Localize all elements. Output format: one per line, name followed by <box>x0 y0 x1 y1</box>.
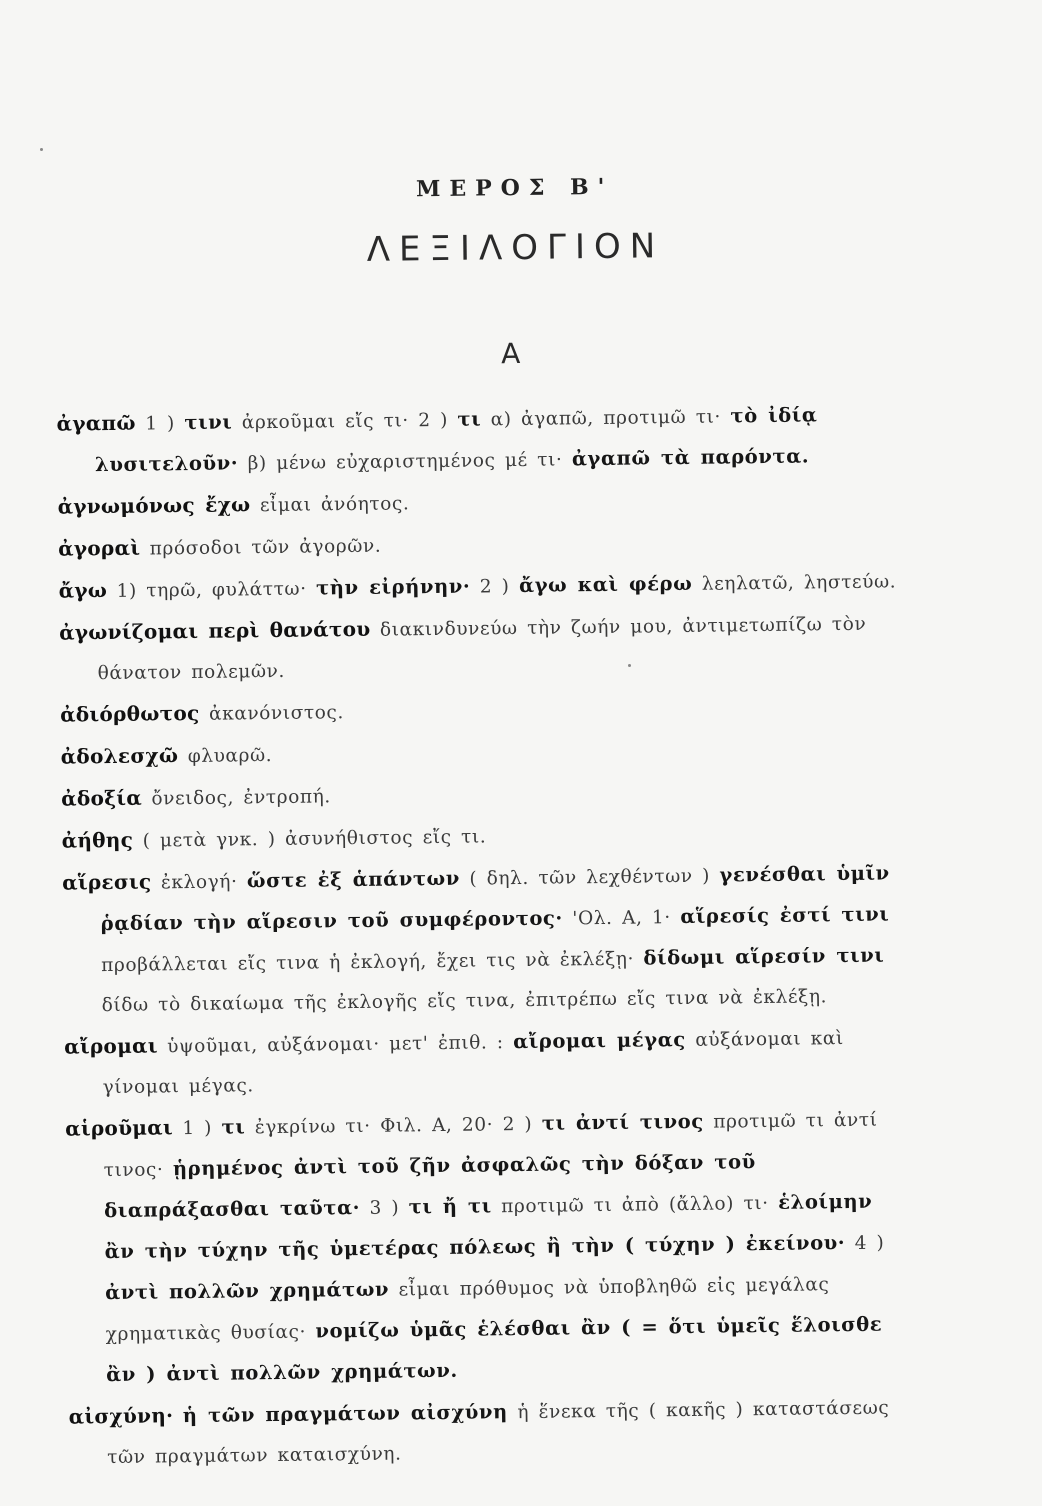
entry-phrase: τὴν εἰρήνην· <box>315 574 471 600</box>
entry-phrase: ἡ τῶν πραγμάτων αἰσχύνη <box>182 1400 509 1428</box>
entry-definition: εἶμαι πρόθυμος νὰ ὑποβληθῶ εἰς μεγάλας χρηματικὰς θυσίας· <box>105 1274 830 1346</box>
entry-definition: 1 ) <box>172 1117 222 1140</box>
entry-lemma: αἴρομαι <box>64 1033 158 1059</box>
entry-lemma: ἀδοξία <box>61 785 143 811</box>
entry-lemma: ἀδιόρθωτος <box>59 700 200 727</box>
letter-heading: Α <box>500 336 521 371</box>
entry-definition: ἡ ἕνεκα τῆς ( κακῆς ) καταστάσεως τῶν πραγμάτων καταισχύνη. <box>107 1397 890 1469</box>
entry-definition: πρόσοδοι τῶν ἀγορῶν. <box>140 535 382 560</box>
entry-lemma: αἰσχύνη· <box>68 1403 174 1429</box>
entry-phrase: νομίζω ὑμᾶς ἑλέσθαι ἂν ( = ὅτι ὑμεῖς ἕλοισθε ἂν ) ἀντὶ πολλῶν χρημάτων. <box>106 1312 883 1387</box>
entry-definition: αὐξάνομαι καὶ γίνομαι μέγας. <box>102 1028 844 1099</box>
entry-phrase: δίδωμι αἵρεσίν τινι <box>643 943 885 970</box>
glossary-entry-agapo <box>56 393 897 486</box>
glossary-entry-aischyne <box>68 1386 909 1478</box>
entry-lemma: αἵρεσις <box>62 869 152 895</box>
entry-definition: 1) τηρῶ, φυλάττω· <box>107 578 317 603</box>
entry-definition: β) μένω εὐχαριστημένος μέ τι· <box>238 449 573 475</box>
entry-definition: λεηλατῶ, ληστεύω. <box>692 571 897 595</box>
entry-phrase: τι <box>221 1115 246 1139</box>
entry-phrase: γενέσθαι ὑμῖν ῥᾳδίαν τὴν αἵρεσιν τοῦ συμφέροντος· <box>100 861 890 936</box>
entry-definition: προβάλλεται εἴς τινα ἡ ἐκλογή, ἔχει τις νὰ ἐκλέξῃ· <box>101 948 644 977</box>
glossary-entry-agonizomai <box>59 602 900 694</box>
entry-phrase: τι ἤ τι <box>408 1194 492 1219</box>
entry-definition: προτιμῶ τι ἀπὸ (ἄλλο) τι· <box>491 1192 779 1218</box>
glossary-entry-airomai <box>64 1016 905 1108</box>
entry-definition: φλυαρῶ. <box>178 745 273 768</box>
entry-phrase: τι ἀντί τινος <box>541 1109 704 1135</box>
entry-definition: α) ἀγαπῶ, προτιμῶ τι· <box>481 406 731 431</box>
entry-definition: ἀρκοῦμαι εἴς τι· 2 ) <box>232 409 458 434</box>
entry-definition: ἀκανόνιστος. <box>199 702 345 725</box>
entry-lemma: αἱροῦμαι <box>65 1115 174 1141</box>
entry-definition <box>173 1406 183 1427</box>
entry-definition: δίδω τὸ δικαίωμα τῆς ἐκλογῆς εἴς τινα, ἐπιτρέπω εἴς τινα νὰ ἐκλέξῃ. <box>101 986 828 1017</box>
entry-phrase: τὸ ἰδίᾳ λυσιτελοῦν· <box>94 403 818 477</box>
entry-definition: 4 ) <box>845 1232 885 1255</box>
entry-definition: 'Ολ. Α, 1· <box>562 907 681 930</box>
scan-speck <box>628 664 631 667</box>
entry-definition: ( δηλ. τῶν λεχθέντων ) <box>459 865 720 890</box>
glossary-entry-hairoumai <box>65 1098 908 1396</box>
entry-phrase: ᾑρημένος ἀντὶ τοῦ ζῆν ἀσφαλῶς τὴν δόξαν τοῦ διαπράξασθαι ταῦτα· <box>104 1150 756 1223</box>
entry-lemma: ἀγαπῶ <box>56 410 136 436</box>
entry-definition: 1 ) <box>135 413 185 435</box>
entry-definition: ὄνειδος, ἐντροπή. <box>141 786 331 810</box>
entry-phrase: ἄγω καὶ φέρω <box>518 571 693 598</box>
entry-phrase: ἀντὶ πολλῶν χρημάτων <box>105 1277 390 1305</box>
entry-definition: εἶμαι ἀνόητος. <box>250 493 410 517</box>
glossary-entries <box>56 393 909 1478</box>
entry-phrase: αἴρομαι μέγας <box>513 1028 686 1054</box>
entry-lemma: ἀγνωμόνως ἔχω <box>57 492 251 519</box>
entry-lemma: ἀδολεσχῶ <box>60 743 179 769</box>
entry-phrase: ἑλοίμην ἂν τὴν τύχην τῆς ὑμετέρας πόλεως ἢ τὴν ( τύχην ) ἐκείνου· <box>104 1189 873 1264</box>
entry-definition: ( μετὰ γνκ. ) ἀσυνήθιστος εἴς τι. <box>133 826 487 852</box>
entry-definition: ἐγκρίνω τι· Φιλ. Α, 20· 2 ) <box>245 1113 542 1139</box>
entry-definition: 2 ) <box>470 576 520 598</box>
entry-definition: διακινδυνεύω τὴν ζωήν μου, ἀντιμετωπίζω τὸν θάνατον πολεμῶν. <box>97 613 867 685</box>
entry-lemma: ἄγω <box>58 578 108 603</box>
entry-phrase: ὥστε ἐξ ἁπάντων <box>246 866 461 893</box>
entry-definition: ὑψοῦμαι, αὐξάνομαι· μετ' ἐπιθ. : <box>157 1032 514 1058</box>
entry-phrase: τινι <box>184 410 233 435</box>
scan-speck <box>40 148 43 151</box>
entry-definition: 3 ) <box>359 1197 409 1219</box>
entry-definition: προτιμῶ τι ἀντί τινος· <box>103 1109 878 1182</box>
glossary-entry-hairesis <box>62 852 904 1026</box>
entry-lemma: ἀγοραὶ <box>57 535 141 561</box>
entry-lemma: ἀήθης <box>61 827 134 853</box>
entry-phrase: αἵρεσίς ἐστί τινι <box>680 902 890 929</box>
part-title: ΜΕΡΟΣ Β' <box>415 173 614 203</box>
lexicon-title: ΛΕΞΙΛΟΓΙΟΝ <box>366 226 665 270</box>
entry-phrase: τι <box>457 407 482 431</box>
entry-phrase: ἀγαπῶ τὰ παρόντα. <box>571 444 810 471</box>
entry-definition: ἐκλογή· <box>151 871 248 894</box>
entry-lemma: ἀγωνίζομαι περὶ θανάτου <box>58 616 371 645</box>
